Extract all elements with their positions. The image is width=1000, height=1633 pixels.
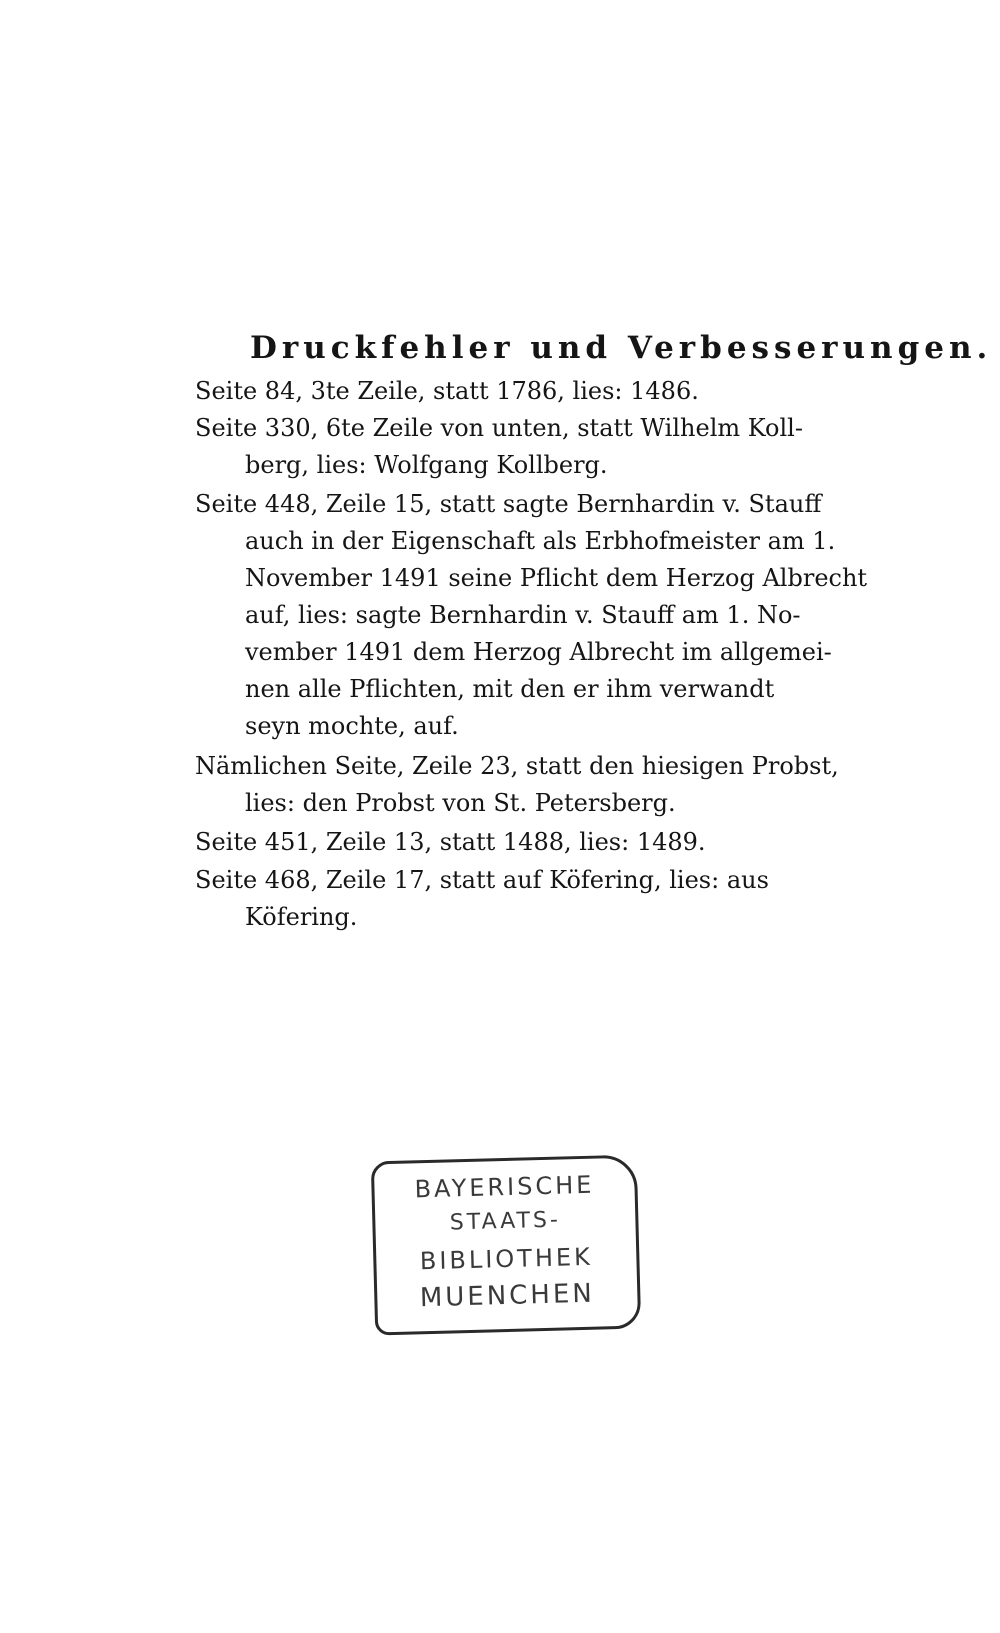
entry-line: seyn mochte, auf. bbox=[245, 712, 459, 740]
entry-line: Seite 330, 6te Zeile von unten, statt Wilhelm Koll- bbox=[195, 414, 803, 442]
entry-line: auch in der Eigenschaft als Erbhofmeister am 1. bbox=[245, 527, 836, 555]
entry-line: Seite 451, Zeile 13, statt 1488, lies: 1489. bbox=[195, 828, 706, 856]
entry-line: Seite 468, Zeile 17, statt auf Köfering, lies: aus bbox=[195, 866, 769, 894]
entry-line: nen alle Pflichten, mit den er ihm verwandt bbox=[245, 675, 775, 703]
entry-line: vember 1491 dem Herzog Albrecht im allgemei- bbox=[245, 638, 832, 666]
entry-line: lies: den Probst von St. Petersberg. bbox=[245, 789, 676, 817]
library-stamp bbox=[371, 1155, 641, 1336]
stamp-line: STAATS- bbox=[449, 1207, 562, 1236]
erratum-entry bbox=[195, 824, 845, 861]
stamp-line: MUENCHEN bbox=[419, 1278, 596, 1314]
entry-line: Nämlichen Seite, Zeile 23, statt den hiesigen Probst, bbox=[195, 752, 839, 780]
entry-line: Seite 84, 3te Zeile, statt 1786, lies: 1486. bbox=[195, 377, 699, 405]
erratum-entry bbox=[195, 373, 845, 410]
erratum-entry bbox=[195, 748, 845, 822]
erratum-entry bbox=[195, 410, 845, 484]
entry-line: Seite 448, Zeile 15, statt sagte Bernhardin v. Stauff bbox=[195, 490, 822, 518]
entry-line: Köfering. bbox=[245, 903, 358, 931]
erratum-entry bbox=[195, 862, 845, 936]
erratum-entry bbox=[195, 486, 868, 745]
stamp-line: BIBLIOTHEK bbox=[419, 1242, 594, 1276]
page-heading: Druckfehler und Verbesserungen. bbox=[250, 330, 993, 366]
entry-line: auf, lies: sagte Bernhardin v. Stauff am 1. No- bbox=[245, 601, 801, 629]
entry-line: berg, lies: Wolfgang Kollberg. bbox=[245, 451, 608, 479]
stamp-line: BAYERISCHE bbox=[414, 1170, 595, 1204]
entry-line: November 1491 seine Pflicht dem Herzog Albrecht bbox=[245, 564, 868, 592]
